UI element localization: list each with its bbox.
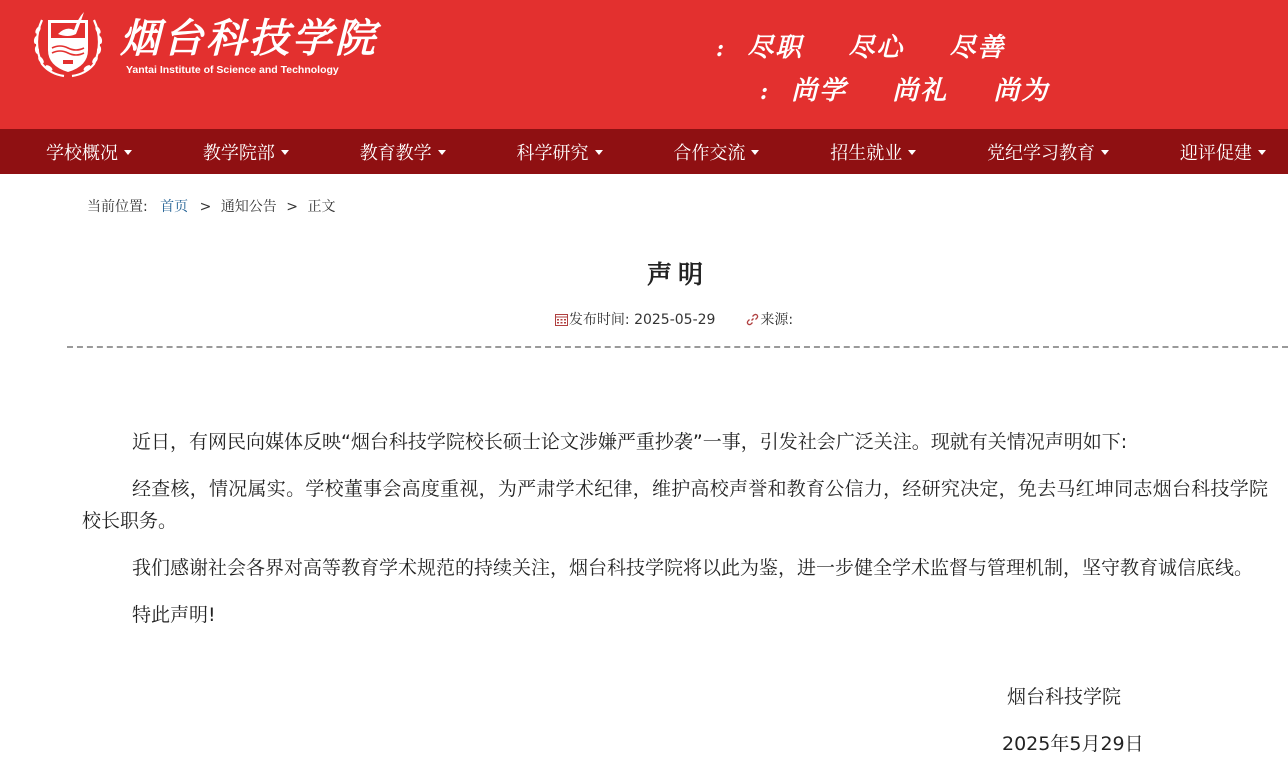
publish-label: 发布时间: xyxy=(568,312,630,328)
nav-item-departments[interactable] xyxy=(203,129,289,174)
article-paragraph: 特此声明! xyxy=(132,604,216,626)
caret-down-icon xyxy=(438,150,446,155)
article-meta xyxy=(0,309,1288,329)
caret-down-icon xyxy=(124,150,132,155)
title-divider xyxy=(67,346,1288,348)
nav-item-education[interactable] xyxy=(360,129,446,174)
nav-item-label: 迎评促建 xyxy=(1179,142,1252,164)
nav-item-school-overview[interactable] xyxy=(46,129,132,174)
breadcrumb-home-link[interactable]: 首页 xyxy=(160,199,189,215)
article-paragraph: 近日，有网民向媒体反映“烟台科技学院校长硕士论文涉嫌严重抄袭”一事，引发社会广泛关注。现就有关情况声明如下: xyxy=(132,431,1128,453)
caret-down-icon xyxy=(281,150,289,155)
article-paragraph: 我们感谢社会各界对高等教育学术规范的持续关注，烟台科技学院将以此为鉴，进一步健全学术监督与管理机制，坚守教育诚信底线。 xyxy=(132,557,1254,579)
breadcrumb-notices[interactable]: 通知公告 xyxy=(220,199,277,215)
link-icon xyxy=(746,313,759,326)
publish-date: 2025-05-29 xyxy=(634,312,716,328)
article-body xyxy=(82,426,1268,646)
nav-item-label: 教育教学 xyxy=(359,142,432,164)
site-header xyxy=(0,0,1288,129)
school-emblem-icon xyxy=(28,8,108,80)
signature-date: 2025年5月29日 xyxy=(1002,733,1144,755)
signature-organization: 烟台科技学院 xyxy=(1007,686,1122,708)
breadcrumb-separator: > xyxy=(286,199,298,215)
motto-line-1 xyxy=(716,27,1039,64)
caret-down-icon xyxy=(595,150,603,155)
motto-word: 尚为 xyxy=(993,76,1050,106)
school-name-en: Yantai Institute of Science and Technology xyxy=(126,64,339,76)
article-paragraph: 经查核，情况属实。学校董事会高度重视，为严肃学术纪律，维护高校声誉和教育公信力，经研究决定，免去马红坤同志烟台科技学院校长职务。 xyxy=(82,478,1268,532)
source-label: 来源: xyxy=(760,312,794,328)
school-name-cn: 烟台科技学院 xyxy=(120,15,378,62)
motto-word: 尚礼 xyxy=(892,76,949,106)
motto-colon: : xyxy=(760,79,771,105)
nav-item-research[interactable] xyxy=(517,129,603,174)
breadcrumb-current: 正文 xyxy=(307,199,336,215)
article-title: 声明 xyxy=(646,260,709,289)
nav-item-label: 招生就业 xyxy=(830,142,903,164)
nav-item-label: 党纪学习教育 xyxy=(987,142,1096,164)
breadcrumb-prefix: 当前位置: xyxy=(87,199,148,215)
caret-down-icon xyxy=(1101,150,1109,155)
main-nav xyxy=(0,129,1288,174)
nav-item-admissions[interactable] xyxy=(830,129,916,174)
motto-colon: : xyxy=(716,36,727,62)
breadcrumb xyxy=(87,196,335,216)
nav-item-label: 学校概况 xyxy=(46,142,118,164)
caret-down-icon xyxy=(751,150,759,155)
nav-item-label: 合作交流 xyxy=(673,142,746,164)
nav-item-cooperation[interactable] xyxy=(673,129,759,174)
school-logo[interactable] xyxy=(28,8,378,80)
breadcrumb-separator: > xyxy=(199,199,212,215)
motto-word: 尽善 xyxy=(949,33,1006,63)
caret-down-icon xyxy=(908,150,916,155)
nav-item-evaluation[interactable] xyxy=(1180,129,1266,174)
motto-word: 尽心 xyxy=(848,33,905,63)
motto-word: 尚学 xyxy=(791,76,848,106)
motto-word: 尽职 xyxy=(747,33,804,63)
caret-down-icon xyxy=(1258,150,1266,155)
motto-line-2 xyxy=(760,70,1083,107)
nav-item-label: 科学研究 xyxy=(516,142,589,164)
nav-item-label: 教学院部 xyxy=(202,142,275,164)
nav-item-party-education[interactable] xyxy=(987,129,1109,174)
calendar-icon xyxy=(555,313,568,326)
